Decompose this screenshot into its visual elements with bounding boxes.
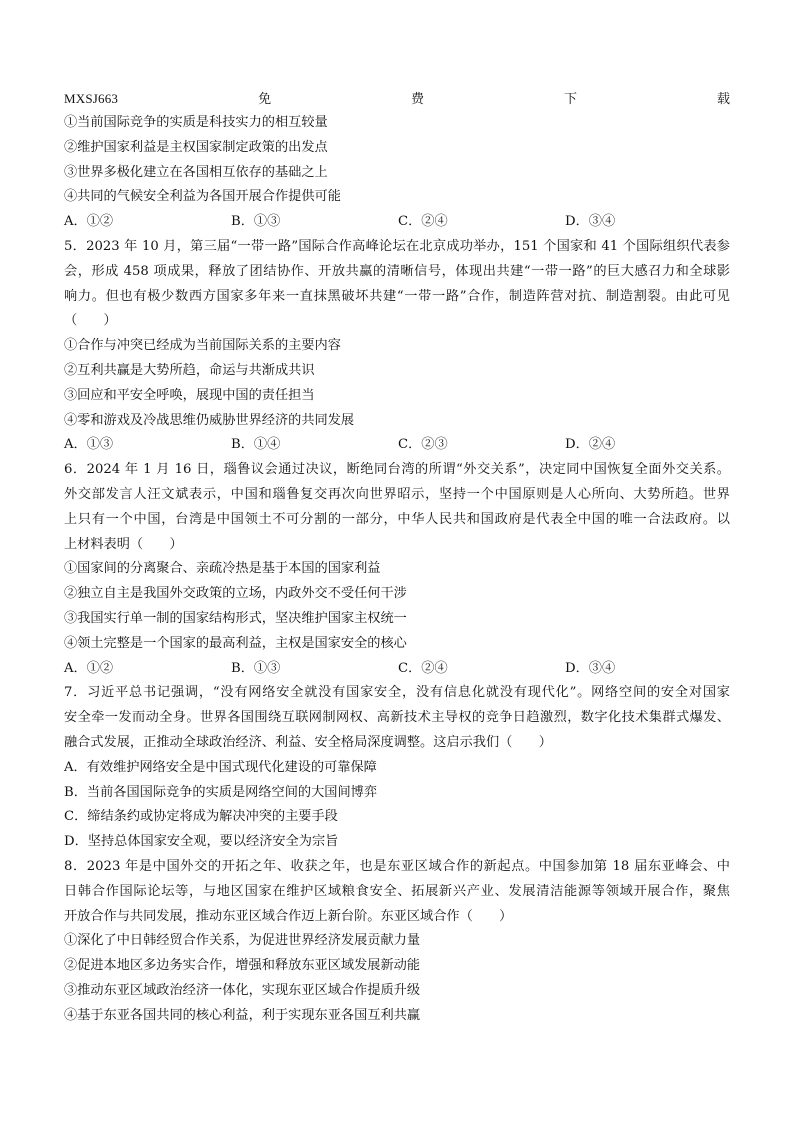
header-char: 载: [716, 92, 730, 107]
question-stem-line: 日韩合作国际论坛等，与地区国家在维护区域粮食安全、拓展新兴产业、发展清洁能源等领域开展合作，聚焦: [64, 883, 730, 899]
statement-option: ④零和游戏及冷战思维仍威胁世界经济的共同发展: [64, 412, 355, 428]
choice-b[interactable]: B．①③: [231, 660, 281, 676]
header-char: 费: [411, 92, 425, 107]
statement-option: ①深化了中日韩经贸合作关系，为促进世界经济发展贡献力量: [64, 933, 421, 949]
answer-choices: [64, 657, 730, 682]
choice-a[interactable]: A．①②: [64, 660, 114, 676]
answer-choices: [64, 433, 730, 458]
question-stem-line: 外交部发言人汪文斌表示，中国和瑙鲁复交再次向世界昭示，坚持一个中国原则是人心所向、大势所趋。世界: [64, 486, 730, 502]
statement-option: ②维护国家利益是主权国家制定政策的出发点: [64, 139, 328, 155]
choice-c[interactable]: C．②④: [398, 214, 448, 230]
choice-b[interactable]: B．①④: [231, 437, 281, 453]
question-4: [64, 111, 730, 235]
question-stem-line: 上材料表明（ ）: [64, 536, 183, 552]
question-5: [64, 235, 730, 458]
question-stem-line: 安全牵一发而动全身。世界各国围绕互联网制网权、高新技术主导权的竞争日趋激烈，数字化技术集群式爆发、: [64, 710, 730, 726]
question-stem-line: 7．习近平总书记强调，“没有网络安全就没有国家安全，没有信息化就没有现代化”。网络空间的安全对国家: [64, 685, 730, 701]
statement-option: ②互利共赢是大势所趋，命运与共渐成共识: [64, 362, 315, 378]
answer-choices: [64, 210, 730, 235]
statement-option: ①当前国际竞争的实质是科技实力的相互较量: [64, 115, 328, 130]
question-stem-line: 8．2023 年是中国外交的开拓之年、收获之年，也是东亚区域合作的新起点。中国参加第 18 届东亚峰会、中: [64, 858, 730, 874]
exam-page: [64, 86, 730, 1028]
statement-option: ②促进本地区多边务实合作，增强和释放东亚区域发展新动能: [64, 958, 421, 974]
question-stem-line: 5．2023 年 10 月，第三届“一带一路”国际合作高峰论坛在北京成功举办，151 个国家和 41 个国际组织代表参: [64, 238, 730, 254]
choice-b[interactable]: B．当前各国国际竞争的实质是网络空间的大国间博弈: [64, 784, 378, 800]
statement-option: ①合作与冲突已经成为当前国际关系的主要内容: [64, 338, 341, 354]
header-char: 免: [258, 92, 272, 107]
header-char: 下: [563, 92, 577, 107]
choice-b[interactable]: B．①③: [231, 214, 281, 230]
choice-c[interactable]: C．②③: [398, 437, 448, 453]
choice-a[interactable]: A．有效维护网络安全是中国式现代化建设的可靠保障: [64, 759, 377, 775]
choice-a[interactable]: A．①②: [64, 214, 114, 230]
choice-d[interactable]: D．坚持总体国家安全观，要以经济安全为宗旨: [64, 834, 339, 850]
statement-option: ④基于东亚各国共同的核心利益，利于实现东亚各国互利共赢: [64, 1007, 421, 1023]
choice-c[interactable]: C．②④: [398, 660, 448, 676]
question-stem-line: 融合式发展，正推动全球政治经济、利益、安全格局深度调整。这启示我们（ ）: [64, 734, 552, 750]
question-stem-line: 响力。但也有极少数西方国家多年来一直抹黑破坏共建“一带一路”合作，制造阵营对抗、制造割裂。由此可见: [64, 288, 730, 304]
statement-option: ④领土完整是一个国家的最高利益，主权是国家安全的核心: [64, 635, 407, 651]
question-8: [64, 855, 730, 1029]
statement-option: ②独立自主是我国外交政策的立场，内政外交不受任何干涉: [64, 586, 407, 602]
question-stem-line: （ ）: [64, 313, 117, 329]
question-stem-line: 上只有一个中国，台湾是中国领土不可分割的一部分，中华人民共和国政府是代表全中国的唯一合法政府。以: [64, 511, 730, 527]
question-stem-line: 会，形成 458 项成果，释放了团结协作、开放共赢的清晰信号，体现出共建“一带一路”的巨大感召力和全球影: [64, 263, 730, 279]
choice-d[interactable]: D．③④: [565, 660, 616, 676]
choice-d[interactable]: D．③④: [565, 214, 616, 230]
statement-option: ③世界多极化建立在各国相互依存的基础之上: [64, 164, 328, 180]
question-6: [64, 458, 730, 681]
question-stem-line: 6．2024 年 1 月 16 日，瑙鲁议会通过决议，断绝同台湾的所谓“外交关系”，决定同中国恢复全面外交关系。: [64, 462, 730, 478]
choice-d[interactable]: D．②④: [565, 437, 616, 453]
question-stem-line: 开放合作与共同发展，推动东亚区域合作迈上新台阶。东亚区域合作（ ）: [64, 908, 513, 924]
statement-option: ③我国实行单一制的国家结构形式，坚决维护国家主权统一: [64, 610, 407, 626]
choice-a[interactable]: A．①③: [64, 437, 114, 453]
page-header: [64, 86, 730, 111]
statement-option: ③回应和平安全呼唤，展现中国的责任担当: [64, 387, 315, 403]
statement-option: ③推动东亚区域政治经济一体化，实现东亚区域合作提质升级: [64, 982, 421, 998]
statement-option: ④共同的气候安全利益为各国开展合作提供可能: [64, 189, 341, 205]
question-7: [64, 681, 730, 855]
header-code: MXSJ663: [64, 91, 119, 106]
choice-c[interactable]: C．缔结条约或协定将成为解决冲突的主要手段: [64, 809, 338, 825]
statement-option: ①国家间的分离聚合、亲疏冷热是基于本国的国家利益: [64, 561, 381, 577]
